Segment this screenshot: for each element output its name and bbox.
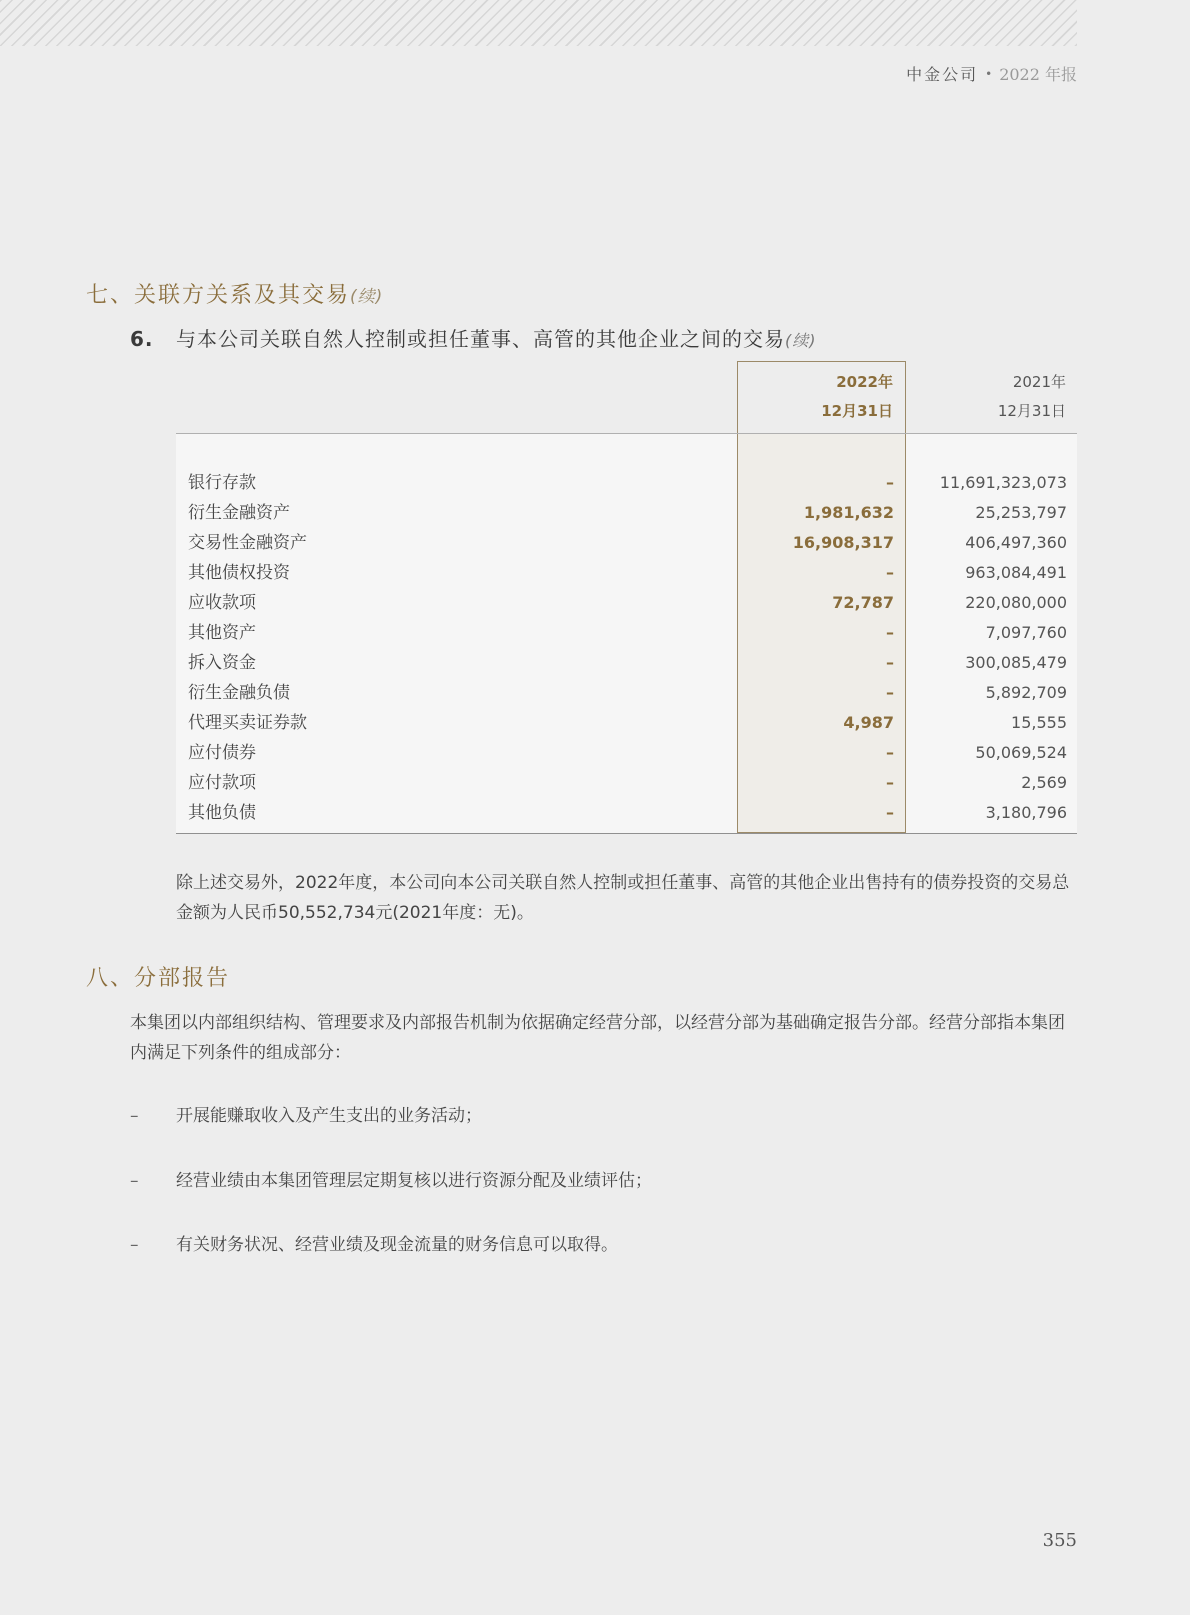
value-2022: –: [886, 683, 894, 702]
table-rows: [176, 468, 1077, 828]
segment-intro: 本集团以内部组织结构、管理要求及内部报告机制为依据确定经营分部，以经营分部为基础确定报告分部。经营分部指本集团内满足下列条件的组成部分：: [130, 1013, 1065, 1063]
dash-bullet: –: [130, 1235, 139, 1255]
bottom-rule: [176, 833, 1077, 834]
table-row: [176, 678, 1077, 708]
row-label: 拆入资金: [188, 653, 256, 673]
col-2022-header-year: 2022年: [836, 373, 893, 391]
value-2022: 72,787: [832, 593, 894, 612]
row-label: 衍生金融资产: [188, 503, 290, 523]
row-label: 其他资产: [188, 623, 256, 643]
value-2022: 1,981,632: [803, 503, 894, 522]
value-2021: 963,084,491: [965, 563, 1067, 582]
table-row: [176, 588, 1077, 618]
header-hatch-band: [0, 0, 1077, 46]
header-company: 中金公司: [906, 65, 979, 84]
subsection-6-title: [130, 323, 817, 352]
list-item: [130, 1231, 618, 1259]
page-number: 355: [1042, 1530, 1077, 1551]
list-item-text: 有关财务状况、经营业绩及现金流量的财务信息可以取得。: [176, 1235, 618, 1255]
value-2022: –: [886, 563, 894, 582]
value-2021: 300,085,479: [965, 653, 1067, 672]
value-2021: 25,253,797: [975, 503, 1067, 522]
section-7-title: [86, 278, 383, 309]
col-2022-header-date: 12月31日: [821, 402, 893, 420]
table-row: [176, 708, 1077, 738]
header-report: 2022 年报: [999, 65, 1077, 84]
value-2022: –: [886, 743, 894, 762]
subsection-number: 6.: [130, 327, 154, 351]
table-row: [176, 648, 1077, 678]
table-row: [176, 618, 1077, 648]
header-rule: [176, 433, 1077, 434]
section-7-continued: (续): [350, 287, 384, 307]
value-2021: 7,097,760: [985, 623, 1067, 642]
list-item-text: 经营业绩由本集团管理层定期复核以进行资源分配及业绩评估；: [176, 1171, 652, 1191]
subsection-continued: (续): [785, 331, 817, 350]
value-2022: 4,987: [843, 713, 894, 732]
table-row: [176, 738, 1077, 768]
section-8-title-text: 八、分部报告: [86, 966, 231, 991]
running-header: [906, 62, 1077, 85]
value-2021: 2,569: [1021, 773, 1067, 792]
value-2022: –: [886, 473, 894, 492]
value-2022: –: [886, 653, 894, 672]
row-label: 其他负债: [188, 803, 256, 823]
table-row: [176, 798, 1077, 828]
value-2022: –: [886, 623, 894, 642]
table-row: [176, 558, 1077, 588]
row-label: 衍生金融负债: [188, 683, 290, 703]
list-item: [130, 1167, 652, 1195]
row-label: 应付债券: [188, 743, 256, 763]
table-row: [176, 468, 1077, 498]
list-item-text: 开展能赚取收入及产生支出的业务活动；: [176, 1106, 482, 1126]
value-2022: –: [886, 773, 894, 792]
value-2021: 220,080,000: [965, 593, 1067, 612]
transaction-note: 除上述交易外，2022年度，本公司向本公司关联自然人控制或担任董事、高管的其他企业出售持有的债券投资的交易总金额为人民币50,552,734元(2021年度：无)。: [176, 873, 1070, 923]
value-2021: 11,691,323,073: [939, 473, 1067, 492]
value-2021: 50,069,524: [975, 743, 1067, 762]
dash-bullet: –: [130, 1171, 139, 1191]
row-label: 交易性金融资产: [188, 533, 307, 553]
value-2021: 5,892,709: [985, 683, 1067, 702]
value-2021: 406,497,360: [965, 533, 1067, 552]
row-label: 应收款项: [188, 593, 256, 613]
value-2021: 15,555: [1011, 713, 1067, 732]
col-2021-header-date: 12月31日: [997, 402, 1066, 420]
row-label: 应付款项: [188, 773, 256, 793]
col-2021-header-year: 2021年: [1012, 373, 1066, 391]
section-7-title-text: 七、关联方关系及其交易: [86, 283, 351, 308]
list-item: [130, 1102, 482, 1130]
section-8-title: [86, 961, 230, 992]
value-2022: 16,908,317: [792, 533, 894, 552]
subsection-title-text: 与本公司关联自然人控制或担任董事、高管的其他企业之间的交易: [176, 327, 785, 351]
table-row: [176, 768, 1077, 798]
related-party-table: [176, 361, 1077, 835]
row-label: 其他债权投资: [188, 563, 290, 583]
dash-bullet: –: [130, 1106, 139, 1126]
table-row: [176, 528, 1077, 558]
row-label: 代理买卖证券款: [188, 713, 307, 733]
value-2021: 3,180,796: [985, 803, 1067, 822]
header-separator: •: [985, 67, 993, 81]
table-row: [176, 498, 1077, 528]
value-2022: –: [886, 803, 894, 822]
row-label: 银行存款: [188, 473, 256, 493]
